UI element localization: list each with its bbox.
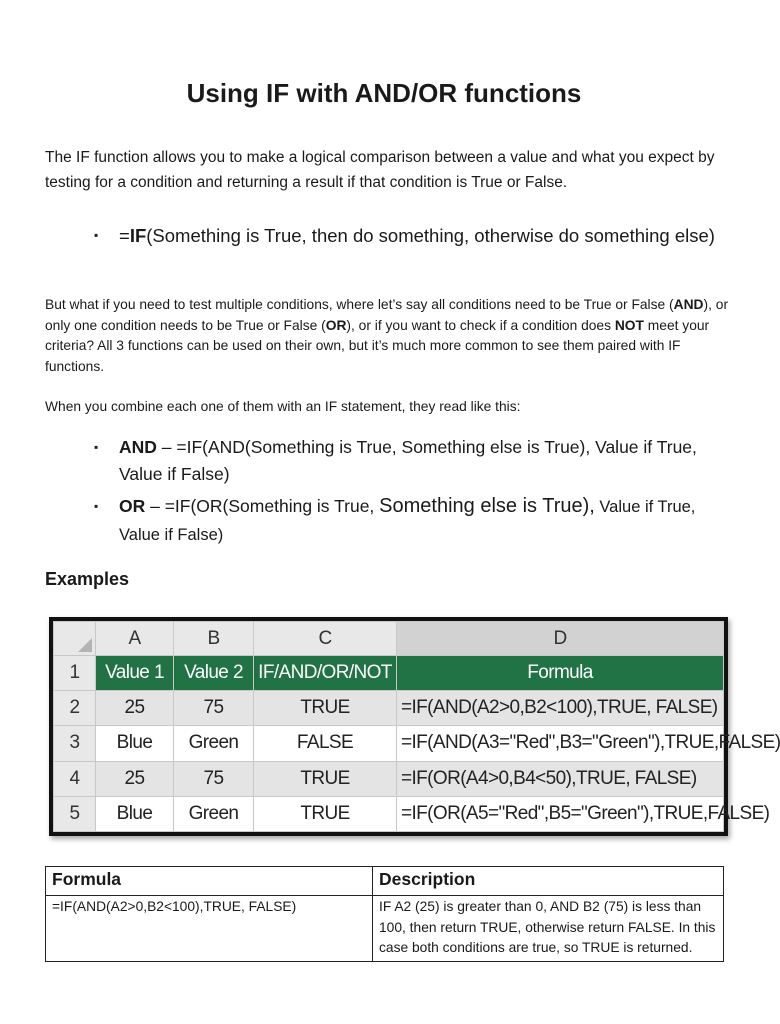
sheet-row-4 xyxy=(54,761,724,796)
formula-cell: =IF(AND(A2>0,B2<100),TRUE, FALSE) xyxy=(46,896,373,962)
spreadsheet-example xyxy=(49,617,780,836)
cell[interactable]: Formula xyxy=(397,656,724,691)
row-number[interactable]: 1 xyxy=(54,656,96,691)
cell[interactable]: Blue xyxy=(96,796,174,831)
row-number[interactable]: 3 xyxy=(54,726,96,761)
and-syntax-item xyxy=(94,434,734,488)
bullet-icon: ▪ xyxy=(94,228,99,242)
formula-description-table xyxy=(45,866,724,962)
column-header-d[interactable]: D xyxy=(397,622,724,656)
cell[interactable]: =IF(OR(A5="Red",B5="Green"),TRUE,FALSE) xyxy=(397,796,724,831)
not-keyword: NOT xyxy=(614,317,644,333)
description-column-header: Description xyxy=(373,867,724,896)
cell[interactable]: IF/AND/OR/NOT xyxy=(254,656,397,691)
row-number[interactable]: 4 xyxy=(54,761,96,796)
or-label: OR xyxy=(119,496,146,516)
or-syntax-text: – =IF(OR(Something is True, xyxy=(145,496,380,516)
cell[interactable]: TRUE xyxy=(254,761,397,796)
table-row xyxy=(46,896,724,962)
examples-heading: Examples xyxy=(45,569,130,589)
page-title: Using IF with AND/OR functions xyxy=(186,78,582,108)
cell[interactable]: Value 2 xyxy=(174,656,254,691)
sheet-row-5 xyxy=(54,796,724,831)
if-syntax-list xyxy=(94,222,734,249)
formula-column-header: Formula xyxy=(46,867,373,896)
cell[interactable]: Green xyxy=(174,726,254,761)
multiple-conditions-paragraph xyxy=(45,295,730,377)
cell[interactable]: =IF(OR(A4>0,B4<50),TRUE, FALSE) xyxy=(397,761,724,796)
select-all-icon xyxy=(78,638,92,652)
select-all-corner[interactable] xyxy=(54,622,96,656)
bullet-icon: ▪ xyxy=(94,499,99,513)
bullet-icon: ▪ xyxy=(94,440,99,454)
or-syntax-item xyxy=(94,493,734,549)
or-syntax-text-end: Value if True, Value if False) xyxy=(119,498,696,544)
row-number[interactable]: 5 xyxy=(54,796,96,831)
and-keyword: AND xyxy=(673,297,704,312)
or-syntax-text-large: Something else is True), xyxy=(379,495,595,517)
cell[interactable]: TRUE xyxy=(254,796,397,831)
cell[interactable]: =IF(AND(A2>0,B2<100),TRUE, FALSE) xyxy=(397,691,724,726)
text-run: But what if you need to test multiple conditions, where let’s say all conditions need to be True or False ( xyxy=(45,297,674,312)
column-header-b[interactable]: B xyxy=(174,622,254,656)
cell[interactable]: TRUE xyxy=(254,691,397,726)
intro-paragraph: The IF function allows you to make a logical comparison between a value and what you expect by testing for a condition and returning a result if that condition is True or False. xyxy=(45,149,715,191)
sheet-row-1 xyxy=(54,656,724,691)
text-run: ), or if you want to check if a condition does xyxy=(346,317,615,333)
cell[interactable]: 25 xyxy=(96,761,174,796)
sheet-row-3 xyxy=(54,726,724,761)
cell[interactable]: Green xyxy=(174,796,254,831)
if-syntax-item xyxy=(94,222,734,249)
table-header-row xyxy=(46,867,724,896)
text-run: meet your criteria? All 3 functions can be used on their own, but it’s much more common to see them paired with IF functions. xyxy=(45,317,710,374)
if-keyword: IF xyxy=(129,225,147,246)
or-keyword: OR xyxy=(325,317,347,333)
sheet-row-2 xyxy=(54,691,724,726)
cell[interactable]: Value 1 xyxy=(96,656,174,691)
description-cell: IF A2 (25) is greater than 0, AND B2 (75) is less than 100, then return TRUE, otherwise return FALSE. In this case both conditions are true, so TRUE is returned. xyxy=(373,896,724,962)
if-prefix: = xyxy=(119,225,130,246)
cell[interactable]: 75 xyxy=(174,761,254,796)
if-syntax-text: (Something is True, then do something, otherwise do something else) xyxy=(146,225,715,246)
and-label: AND xyxy=(119,437,157,457)
combo-syntax-list xyxy=(94,434,734,554)
column-header-row xyxy=(54,622,724,656)
text-run: ), or only one condition needs to be True or False ( xyxy=(45,297,729,333)
and-syntax-text: – =IF(AND(Something is True, Something else is True), Value if True, Value if False) xyxy=(119,437,697,484)
cell[interactable]: Blue xyxy=(96,726,174,761)
cell[interactable]: =IF(AND(A3="Red",B3="Green"),TRUE,FALSE) xyxy=(397,726,724,761)
cell[interactable]: 75 xyxy=(174,691,254,726)
column-header-c[interactable]: C xyxy=(254,622,397,656)
spreadsheet-grid xyxy=(53,621,780,832)
cell[interactable]: FALSE xyxy=(254,726,397,761)
row-number[interactable]: 2 xyxy=(54,691,96,726)
column-header-a[interactable]: A xyxy=(96,622,174,656)
cell[interactable]: 25 xyxy=(96,691,174,726)
combine-paragraph: When you combine each one of them with an IF statement, they read like this: xyxy=(45,399,521,414)
